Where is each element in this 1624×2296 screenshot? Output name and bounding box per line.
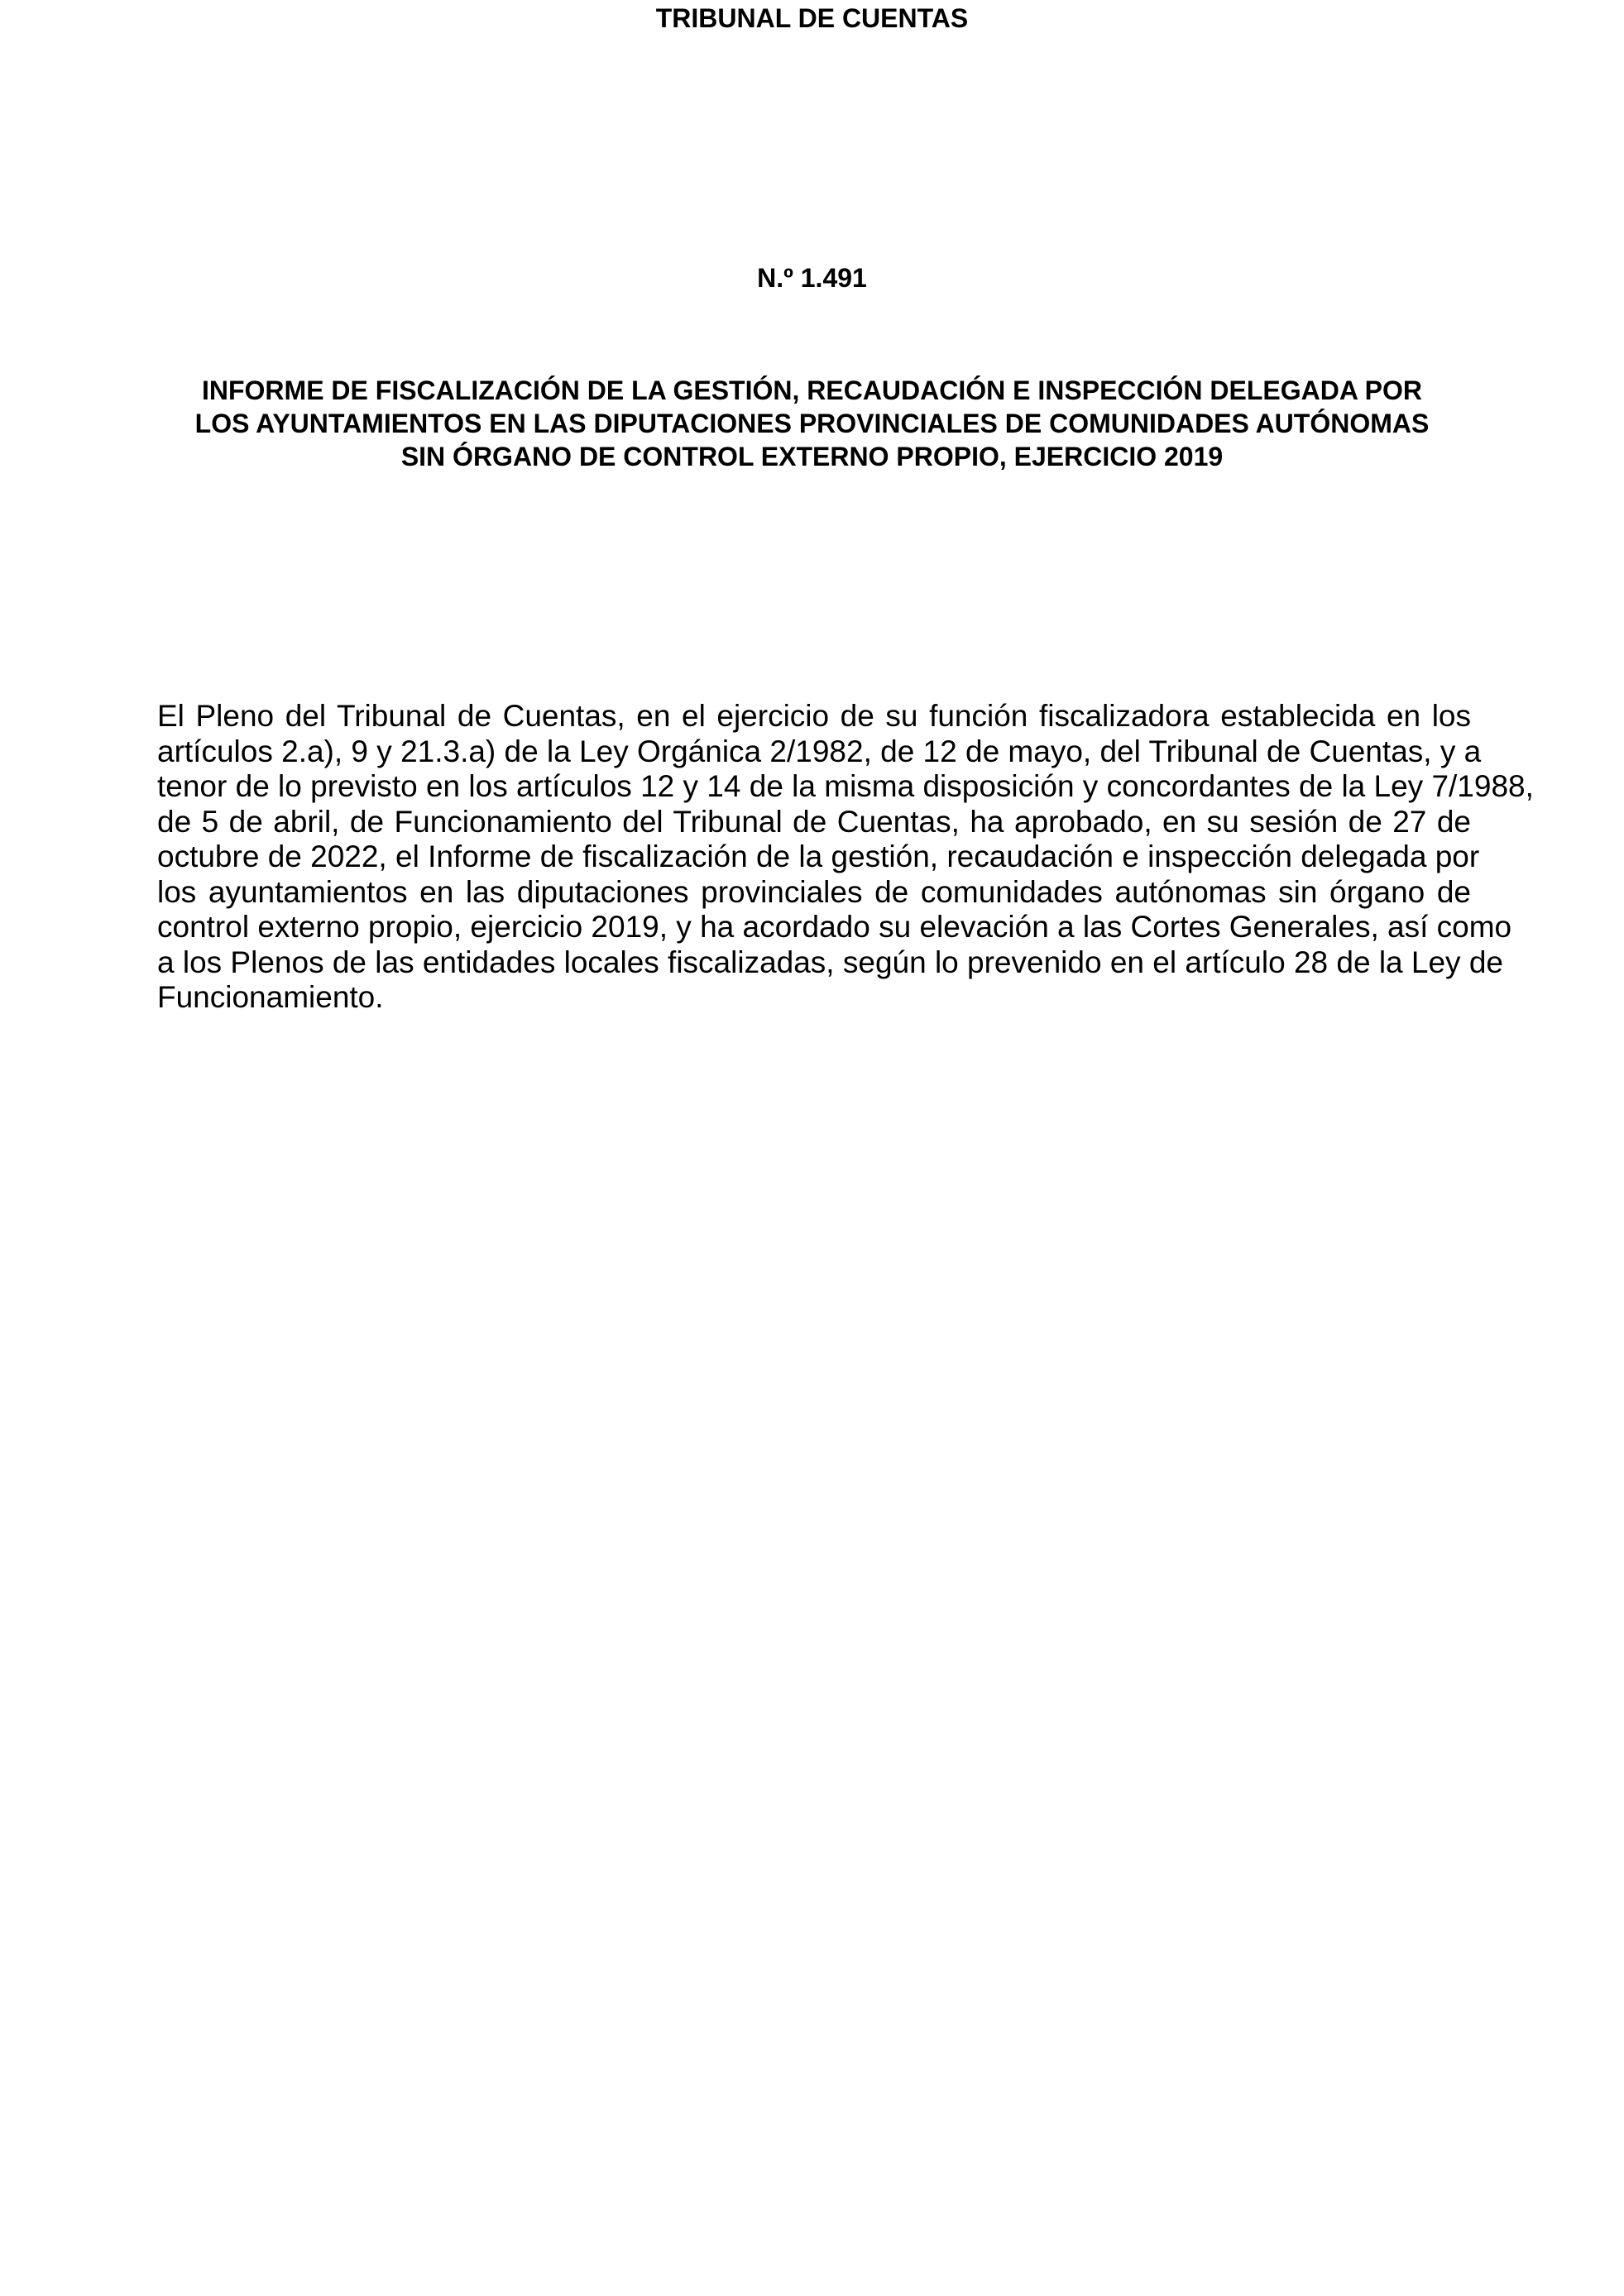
paragraph-line: control externo propio, ejercicio 2019, y ha acordado su elevación a las Cortes Generales, así como — [157, 910, 1512, 944]
body-paragraph — [157, 699, 1534, 1016]
paragraph-line: los ayuntamientos en las diputaciones provinciales de comunidades autónomas sin órgano de — [157, 874, 1471, 909]
paragraph-line: artículos 2.a), 9 y 21.3.a) de la Ley Orgánica 2/1982, de 12 de mayo, del Tribunal de Cuentas, y a — [157, 734, 1482, 768]
paragraph-line: de 5 de abril, de Funcionamiento del Tribunal de Cuentas, ha aprobado, en su sesión de 27 de — [157, 804, 1471, 839]
paragraph-line: octubre de 2022, el Informe de fiscalización de la gestión, recaudación e inspección delegada por — [157, 839, 1480, 873]
report-title-line: SIN ÓRGANO DE CONTROL EXTERNO PROPIO, EJERCICIO 2019 — [400, 442, 1224, 471]
report-title-line: INFORME DE FISCALIZACIÓN DE LA GESTIÓN, RECAUDACIÓN E INSPECCIÓN DELEGADA POR — [201, 375, 1423, 405]
report-title-line: LOS AYUNTAMIENTOS EN LAS DIPUTACIONES PROVINCIALES DE COMUNIDADES AUTÓNOMAS — [194, 409, 1430, 438]
paragraph-line: Funcionamiento. — [157, 980, 384, 1014]
paragraph-line: a los Plenos de las entidades locales fiscalizadas, según lo prevenido en el artículo 28 de la Ley de — [157, 945, 1503, 979]
paragraph-line: El Pleno del Tribunal de Cuentas, en el ejercicio de su función fiscalizadora establecida en los — [157, 699, 1471, 733]
report-title — [157, 374, 1467, 473]
document-header: TRIBUNAL DE CUENTAS — [655, 3, 969, 33]
report-number: N.º 1.491 — [757, 263, 867, 293]
paragraph-line: tenor de lo previsto en los artículos 12 y 14 de la misma disposición y concordantes de la Ley 7/1988, — [157, 769, 1534, 803]
